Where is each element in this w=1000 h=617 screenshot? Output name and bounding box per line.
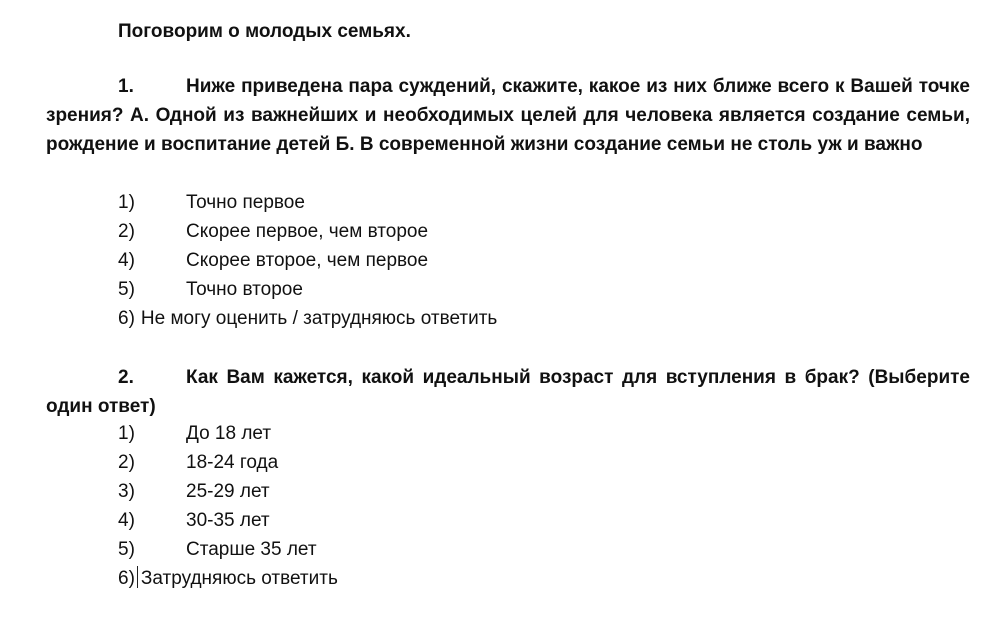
question-1-option-4 [118,275,497,304]
question-2-option-6 [118,564,338,593]
question-1-options [118,188,497,333]
option-label: 30-35 лет [186,510,270,532]
option-number: 1) [118,192,135,213]
question-1-text: Ниже приведена пара суждений, скажите, какое из них ближе всего к Вашей точке зрения? А. Одной из важнейших и необходимых целей для человека является создание семьи, рождение и воспитание детей Б. В современной жизни создание семьи не столь уж и важно [46,76,970,156]
option-number: 5) [118,539,135,561]
option-label: 18-24 года [186,452,279,474]
option-number: 4) [118,510,135,532]
option-label: Не могу оценить / затрудняюсь ответить [140,308,498,330]
option-number: 6) [118,568,135,590]
option-label: Точно второе [186,279,303,301]
question-2-option-3 [118,477,338,506]
question-1-paragraph [46,72,970,160]
question-2 [46,363,970,421]
question-2-options [118,419,338,594]
question-1-option-1 [118,188,497,217]
question-2-option-4 [118,506,338,535]
option-label: Старше 35 лет [186,539,317,561]
question-2-paragraph [46,363,970,421]
option-label: Затрудняюсь ответить [140,568,338,590]
question-1-number: 1. [118,76,134,97]
option-number: 6) [118,308,135,330]
question-2-option-5 [118,535,338,564]
text-cursor[interactable] [137,566,138,588]
option-number: 4) [118,250,135,272]
section-heading: Поговорим о молодых семьях. [118,21,411,42]
question-2-number: 2. [118,367,134,388]
option-number: 2) [118,452,135,474]
option-number: 1) [118,423,135,444]
option-label: Точно первое [186,192,305,213]
option-label: Скорее первое, чем второе [186,221,429,243]
question-2-text: Как Вам кажется, какой идеальный возраст для вступления в брак? (Выберите один ответ) [46,367,970,418]
question-1-option-3 [118,246,497,275]
option-label: До 18 лет [186,423,272,444]
question-1 [46,72,970,160]
option-number: 3) [118,481,135,503]
option-label: Скорее второе, чем первое [186,250,429,272]
question-2-option-1 [118,419,338,448]
question-1-option-2 [118,217,497,246]
option-number: 5) [118,279,135,301]
question-2-option-2 [118,448,338,477]
option-number: 2) [118,221,135,243]
option-label: 25-29 лет [186,481,270,503]
question-1-option-5 [118,304,497,333]
